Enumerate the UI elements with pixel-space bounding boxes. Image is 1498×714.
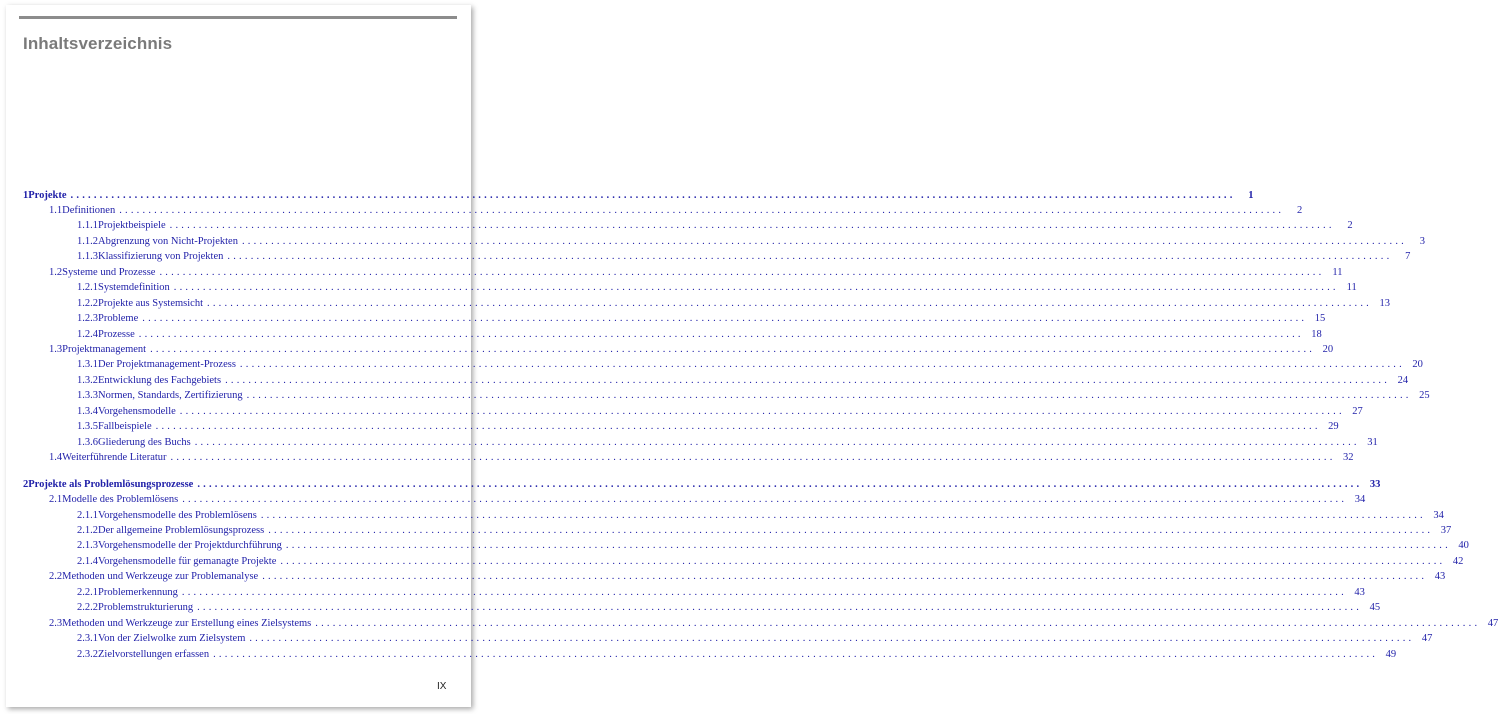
toc-subsection-entry[interactable] bbox=[77, 632, 1433, 646]
toc-subsection-entry[interactable] bbox=[77, 435, 1378, 449]
toc-entry-number: 1.1 bbox=[49, 204, 63, 216]
toc-entry-page: 33 bbox=[1369, 478, 1381, 490]
toc-entry-page: 45 bbox=[1369, 602, 1381, 614]
dot-leader: ........................................................................................................................................................................................................ bbox=[262, 571, 1428, 583]
toc-entry-page: 31 bbox=[1367, 436, 1378, 448]
toc-entry-title: Projektbeispiele bbox=[98, 220, 166, 232]
toc-subsection-entry[interactable] bbox=[77, 601, 1381, 615]
dot-leader: ........................................................................................................................................................................................................ bbox=[155, 421, 1321, 433]
toc-entry-number: 2.1.2 bbox=[77, 524, 98, 536]
dot-leader: ........................................................................................................................................................................................................ bbox=[194, 436, 1360, 448]
toc-section-entry[interactable] bbox=[49, 203, 1303, 217]
page-number: IX bbox=[437, 681, 447, 692]
toc-entry-number: 1.1.2 bbox=[77, 235, 98, 247]
toc-entry-number: 2.2.1 bbox=[77, 586, 98, 598]
toc-entry-number: 1.2.3 bbox=[77, 313, 98, 325]
dot-leader: ........................................................................................................................................................................................................ bbox=[169, 220, 1335, 232]
dot-leader: ........................................................................................................................................................................................................ bbox=[150, 344, 1316, 355]
toc-entry-number: 1.3.6 bbox=[77, 436, 98, 448]
toc-entry-title: Der allgemeine Problemlösungsprozess bbox=[98, 524, 265, 536]
toc-subsection-entry[interactable] bbox=[77, 389, 1430, 403]
toc-entry-number: 1.4 bbox=[49, 452, 63, 464]
document-page bbox=[6, 5, 1498, 707]
toc-entry-title: Projekte bbox=[28, 189, 67, 201]
toc-entry-page: 37 bbox=[1440, 524, 1452, 536]
toc-entry-title: Vorgehensmodelle für gemanagte Projekte bbox=[98, 555, 277, 567]
toc-entry-page: 3 bbox=[1419, 235, 1425, 247]
toc-entry-title: Zielvorstellungen erfassen bbox=[98, 648, 210, 660]
toc-entry-title: Fallbeispiele bbox=[98, 421, 152, 433]
toc-subsection-entry[interactable] bbox=[77, 404, 1363, 418]
toc-entry-page: 47 bbox=[1487, 617, 1498, 629]
dot-leader: ........................................................................................................................................................................................................ bbox=[249, 633, 1415, 645]
toc-entry-number: 2.2 bbox=[49, 571, 63, 583]
toc-subsection-entry[interactable] bbox=[77, 539, 1469, 553]
toc-subsection-entry[interactable] bbox=[77, 281, 1357, 295]
toc-entry-number: 1 bbox=[23, 189, 29, 201]
toc-section-entry[interactable] bbox=[49, 265, 1343, 279]
dot-leader: ........................................................................................................................................................................................................ bbox=[159, 266, 1325, 278]
toc-entry-number: 1.1.1 bbox=[77, 220, 98, 232]
toc-entry-page: 25 bbox=[1419, 390, 1430, 402]
toc-entry-number: 1.2.1 bbox=[77, 282, 98, 294]
dot-leader: ........................................................................................................................................................................................................ bbox=[119, 204, 1285, 216]
dot-leader: ........................................................................................................................................................................................................ bbox=[182, 494, 1348, 506]
dot-leader: ........................................................................................................................................................................................................ bbox=[268, 524, 1434, 536]
toc-entry-number: 1.3.1 bbox=[77, 359, 98, 371]
toc-subsection-entry[interactable] bbox=[77, 219, 1353, 233]
toc-subsection-entry[interactable] bbox=[77, 234, 1425, 248]
toc-entry-page: 1 bbox=[1248, 189, 1254, 201]
toc-entry-number: 1.2 bbox=[49, 266, 63, 278]
header-rule bbox=[19, 16, 457, 19]
toc-entry-title: Von der Zielwolke zum Zielsystem bbox=[98, 633, 246, 645]
toc-entry-page: 49 bbox=[1385, 648, 1397, 660]
toc-entry-title: Projektmanagement bbox=[62, 344, 147, 355]
dot-leader: ........................................................................................................................................................................................................ bbox=[70, 189, 1236, 201]
dot-leader: ........................................................................................................................................................................................................ bbox=[179, 405, 1345, 417]
toc-entry-number: 2.1 bbox=[49, 494, 63, 506]
toc-subsection-entry[interactable] bbox=[77, 585, 1365, 599]
toc-entry-title: Methoden und Werkzeuge zur Erstellung eines Zielsystems bbox=[62, 617, 312, 629]
dot-leader: ........................................................................................................................................................................................................ bbox=[315, 617, 1481, 629]
toc-subsection-entry[interactable] bbox=[77, 296, 1390, 310]
dot-leader: ........................................................................................................................................................................................................ bbox=[142, 313, 1308, 325]
toc-entry-page: 20 bbox=[1412, 359, 1423, 371]
toc-entry-title: Klassifizierung von Projekten bbox=[98, 251, 224, 263]
toc-entry-title: Projekte als Problemlösungsprozesse bbox=[28, 478, 194, 490]
toc-subsection-entry[interactable] bbox=[77, 358, 1423, 372]
page-title: Inhaltsverzeichnis bbox=[23, 34, 173, 53]
dot-leader: ........................................................................................................................................................................................................ bbox=[181, 586, 1347, 598]
toc-entry-number: 1.2.2 bbox=[77, 297, 98, 309]
dot-leader: ........................................................................................................................................................................................................ bbox=[225, 374, 1391, 386]
toc-entry-page: 32 bbox=[1343, 452, 1354, 464]
toc-entry-number: 1.1.3 bbox=[77, 251, 98, 263]
toc-entry-title: Weiterführende Literatur bbox=[62, 452, 167, 464]
toc-entry-page: 24 bbox=[1397, 374, 1409, 386]
dot-leader: ........................................................................................................................................................................................................ bbox=[227, 251, 1393, 263]
toc-entry-page: 2 bbox=[1347, 220, 1353, 232]
toc-entry-title: Vorgehensmodelle des Problemlösens bbox=[98, 509, 257, 521]
toc-entry-page: 11 bbox=[1332, 266, 1343, 278]
toc-entry-page: 42 bbox=[1452, 555, 1464, 567]
toc-entry-title: Entwicklung des Fachgebiets bbox=[98, 374, 222, 386]
toc-entry-page: 13 bbox=[1379, 297, 1390, 309]
toc-entry-title: Vorgehensmodelle der Projektdurchführung bbox=[98, 540, 282, 552]
toc-entry-page: 34 bbox=[1354, 494, 1366, 506]
toc-entry-title: Methoden und Werkzeuge zur Problemanalyse bbox=[62, 571, 259, 583]
toc-entry-page: 7 bbox=[1405, 251, 1411, 263]
toc-entry-title: Probleme bbox=[98, 313, 139, 325]
toc-subsection-entry[interactable] bbox=[77, 508, 1444, 522]
toc-entry-number: 1.2.4 bbox=[77, 328, 98, 340]
toc-entry-number: 2.3 bbox=[49, 617, 63, 629]
toc-entry-title: Systemdefinition bbox=[98, 282, 170, 294]
toc-entry-number: 2.1.1 bbox=[77, 509, 98, 521]
toc-entry-page: 15 bbox=[1314, 313, 1326, 325]
toc-subsection-entry[interactable] bbox=[77, 327, 1322, 341]
toc-chapter-entry[interactable] bbox=[23, 477, 1381, 491]
dot-leader: ........................................................................................................................................................................................................ bbox=[285, 540, 1451, 552]
dot-leader: ........................................................................................................................................................................................................ bbox=[213, 648, 1379, 660]
toc-entry-number: 2.3.2 bbox=[77, 648, 98, 660]
toc-section-entry[interactable] bbox=[49, 616, 1498, 630]
toc-entry-number: 2.2.2 bbox=[77, 602, 98, 614]
toc-entry-number: 1.3.5 bbox=[77, 421, 98, 433]
toc-entry-number: 1.3.3 bbox=[77, 390, 98, 402]
toc-entry-number: 1.3.2 bbox=[77, 374, 98, 386]
toc-entry-number: 2 bbox=[23, 478, 29, 490]
toc-subsection-entry[interactable] bbox=[77, 554, 1464, 568]
dot-leader: ........................................................................................................................................................................................................ bbox=[170, 452, 1336, 464]
dot-leader: ........................................................................................................................................................................................................ bbox=[197, 602, 1363, 614]
dot-leader: ........................................................................................................................................................................................................ bbox=[260, 509, 1426, 521]
dot-leader: ........................................................................................................................................................................................................ bbox=[280, 555, 1446, 567]
toc-entry-title: Gliederung des Buchs bbox=[98, 436, 191, 448]
toc-entry-title: Projekte aus Systemsicht bbox=[98, 297, 203, 309]
toc-entry-number: 2.1.3 bbox=[77, 540, 98, 552]
dot-leader: ........................................................................................................................................................................................................ bbox=[197, 478, 1363, 490]
toc-subsection-entry[interactable] bbox=[77, 647, 1397, 661]
toc-entry-page: 40 bbox=[1458, 540, 1469, 552]
toc-entry-number: 1.3 bbox=[49, 344, 63, 355]
toc-entry-title: Der Projektmanagement-Prozess bbox=[98, 359, 236, 371]
toc-entry-title: Normen, Standards, Zertifizierung bbox=[98, 390, 243, 402]
dot-leader: ........................................................................................................................................................................................................ bbox=[246, 390, 1412, 402]
toc-entry-title: Problemstrukturierung bbox=[98, 602, 194, 614]
toc-subsection-entry[interactable] bbox=[77, 373, 1409, 387]
dot-leader: ........................................................................................................................................................................................................ bbox=[241, 235, 1407, 247]
dot-leader: ........................................................................................................................................................................................................ bbox=[239, 359, 1405, 371]
toc-entry-page: 47 bbox=[1421, 633, 1433, 645]
toc-entry-page: 29 bbox=[1328, 421, 1339, 433]
toc-entry-number: 1.3.4 bbox=[77, 405, 98, 417]
toc-entry-page: 27 bbox=[1352, 405, 1363, 417]
toc-section-entry[interactable] bbox=[49, 570, 1446, 584]
toc-section-entry[interactable] bbox=[49, 451, 1354, 465]
toc-chapter-entry[interactable] bbox=[23, 188, 1254, 202]
toc-entry-page: 43 bbox=[1354, 586, 1365, 598]
toc-entry-title: Prozesse bbox=[98, 328, 135, 340]
toc-subsection-entry[interactable] bbox=[77, 420, 1339, 434]
toc-entry-page: 43 bbox=[1434, 571, 1446, 583]
dot-leader: ........................................................................................................................................................................................................ bbox=[138, 328, 1304, 340]
toc-subsection-entry[interactable] bbox=[77, 250, 1411, 264]
toc-entry-title: Systeme und Prozesse bbox=[62, 266, 156, 278]
toc-entry-title: Modelle des Problemlösens bbox=[62, 494, 179, 506]
toc-entry-number: 2.3.1 bbox=[77, 633, 98, 645]
toc-entry-title: Definitionen bbox=[62, 204, 116, 216]
toc-entry-title: Problemerkennung bbox=[98, 586, 178, 598]
toc-entry-number: 2.1.4 bbox=[77, 555, 98, 567]
dot-leader: ........................................................................................................................................................................................................ bbox=[207, 297, 1372, 309]
toc-entry-page: 20 bbox=[1322, 344, 1334, 355]
toc-section-entry[interactable] bbox=[49, 343, 1334, 357]
toc-entry-page: 11 bbox=[1346, 282, 1357, 294]
toc-entry-page: 18 bbox=[1311, 328, 1322, 340]
toc-section-entry[interactable] bbox=[49, 493, 1366, 507]
toc-entry-page: 2 bbox=[1296, 204, 1303, 216]
toc-entry-title: Vorgehensmodelle bbox=[98, 405, 176, 417]
toc-subsection-entry[interactable] bbox=[77, 523, 1452, 537]
dot-leader: ........................................................................................................................................................................................................ bbox=[173, 282, 1339, 294]
toc-entry-page: 34 bbox=[1433, 509, 1444, 521]
toc-entry-title: Abgrenzung von Nicht-Projekten bbox=[98, 235, 238, 247]
toc-subsection-entry[interactable] bbox=[77, 312, 1326, 326]
